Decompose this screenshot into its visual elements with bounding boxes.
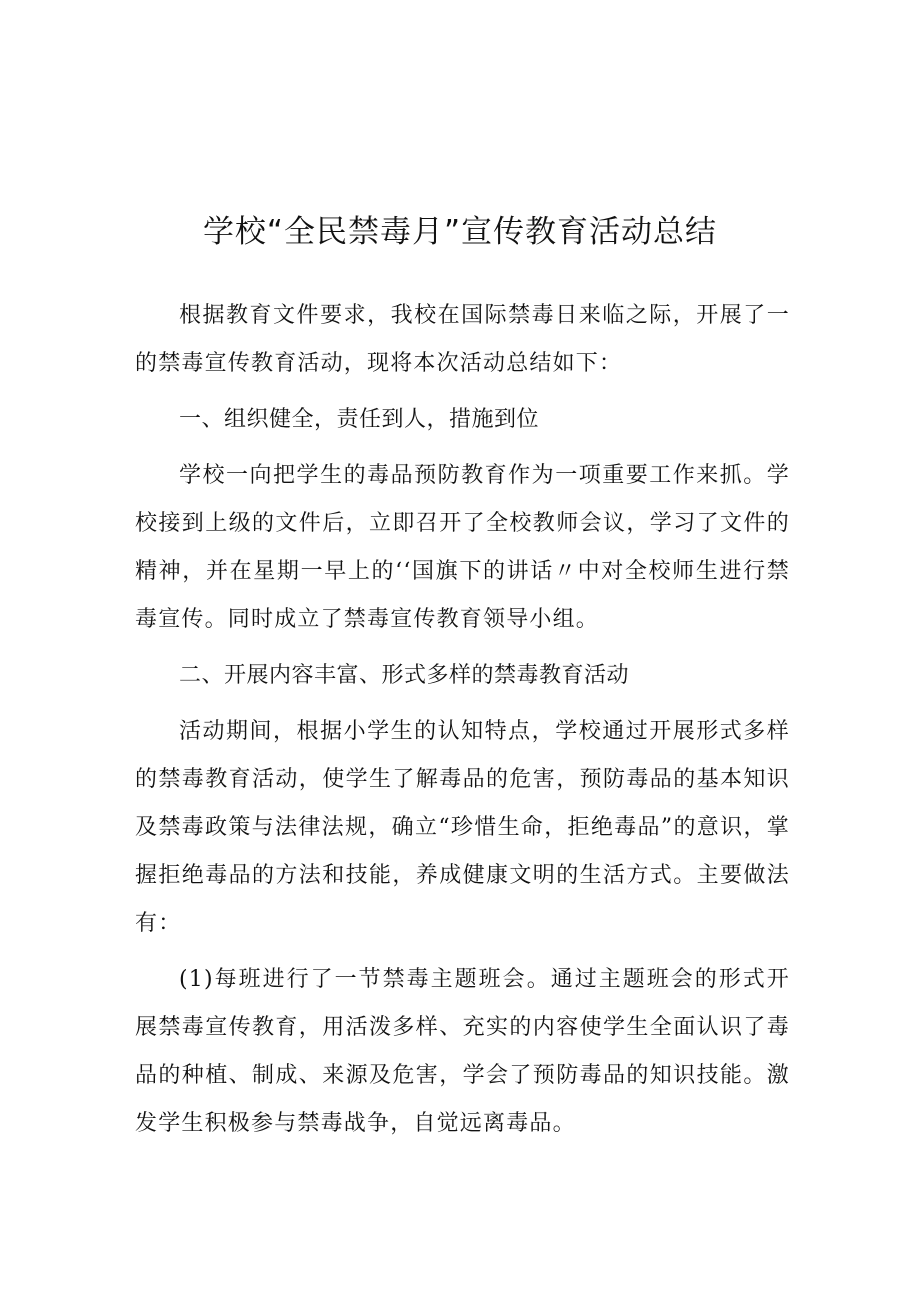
section-1-paragraph: 学校一向把学生的毒品预防教育作为一项重要工作来抓。学校接到上级的文件后，立即召开了全校教师会议，学习了文件的精神，并在星期一早上的‘‘国旗下的讲话〃中对全校师生进行禁毒宣传。同时成立了禁毒宣传教育领导小组。 — [135, 463, 790, 632]
document-body — [135, 292, 790, 1148]
section-2-item-1-paragraph: (1)每班进行了一节禁毒主题班会。通过主题班会的形式开展禁毒宣传教育，用活泼多样、充实的内容使学生全面认识了毒品的种植、制成、来源及危害，学会了预防毒品的知识技能。激发学生积极参与禁毒战争，自觉远离毒品。 — [135, 967, 790, 1136]
section-2-heading: 二、开展内容丰富、形式多样的禁毒教育活动 — [179, 663, 630, 688]
section-2-paragraph: 活动期间，根据小学生的认知特点，学校通过开展形式多样的禁毒教育活动，使学生了解毒品的危害，预防毒品的基本知识及禁毒政策与法律法规，确立“珍惜生命，拒绝毒品”的意识，掌握拒绝毒品的方法和技能，养成健康文明的生活方式。主要做法有： — [135, 719, 790, 936]
intro-paragraph: 根据教育文件要求，我校在国际禁毒日来临之际，开展了一的禁毒宣传教育活动，现将本次活动总结如下： — [135, 303, 790, 376]
section-1-heading: 一、组织健全，责任到人，措施到位 — [179, 407, 540, 432]
document-title: 学校“全民禁毒月”宣传教育活动总结 — [202, 214, 718, 250]
